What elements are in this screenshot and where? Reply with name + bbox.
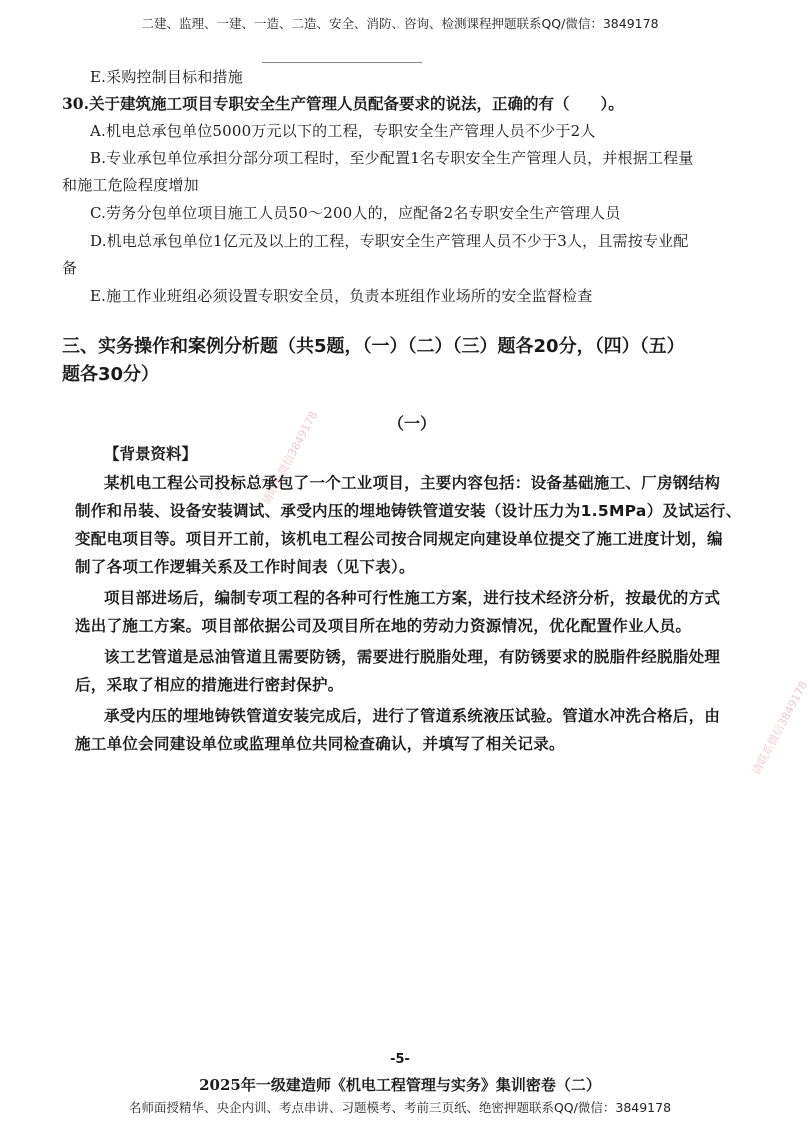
- q30-option-b-cont: 和施工危险程度增加: [62, 176, 199, 194]
- paragraph-4-line-1: 承受内压的埋地铸铁管道安装完成后，进行了管道系统液压试验。管道水冲洗合格后，由: [104, 707, 721, 725]
- paragraph-1-line-3: 变配电项目等。项目开工前，该机电工程公司按合同规定向建设单位提交了施工进度计划，编: [75, 530, 723, 548]
- watermark-stamp: 请联系微信3849178: [749, 679, 811, 778]
- section-title: 三、实务操作和案例分析题（共5题，（一）（二）（三）题各20分，（四）（五）: [62, 336, 685, 357]
- q30-option-d-cont: 备: [62, 259, 78, 277]
- paragraph-1-line-2: 制作和吊装、设备安装调试、承受内压的埋地铸铁管道安装（设计压力为1.5MPa）及试运行、: [75, 502, 742, 520]
- paragraph-1-line-4: 制了各项工作逻辑关系及工作时间表（见下表）。: [75, 558, 415, 576]
- page-number: -5-: [390, 1052, 410, 1067]
- q30-option-c: C.劳务分包单位项目施工人员50～200人的，应配备2名专职安全生产管理人员: [90, 204, 621, 222]
- q30-stem: 30.关于建筑施工项目专职安全生产管理人员配备要求的说法，正确的有（ ）。: [62, 94, 624, 113]
- q29-option-e: E.采购控制目标和措施: [90, 68, 243, 86]
- paragraph-3-line-2: 后，采取了相应的措施进行密封保护。: [75, 676, 344, 694]
- section-title-cont: 题各30分）: [62, 364, 160, 385]
- case-number: （一）: [388, 414, 437, 433]
- paragraph-4-line-2: 施工单位会同建设单位或监理单位共同检查确认，并填写了相关记录。: [75, 735, 565, 753]
- q30-option-d: D.机电总承包单位1亿元及以上的工程，专职安全生产管理人员不少于3人，且需按专业配: [90, 232, 689, 250]
- paragraph-2-line-2: 选出了施工方案。项目部依据公司及项目所在地的劳动力资源情况，优化配置作业人员。: [75, 617, 692, 635]
- paragraph-3-line-1: 该工艺管道是忌油管道且需要防锈，需要进行脱脂处理，有防锈要求的脱脂件经脱脂处理: [104, 648, 721, 666]
- background-label: 【背景资料】: [104, 444, 198, 463]
- paragraph-2-line-1: 项目部进场后，编制专项工程的各种可行性施工方案，进行技术经济分析，按最优的方式: [104, 589, 721, 607]
- watermark-stamp: 请联系微信3849178: [259, 409, 321, 508]
- q30-option-b: B.专业承包单位承担分部分项工程时，至少配置1名专职安全生产管理人员，并根据工程量: [90, 149, 694, 167]
- q30-option-e: E.施工作业班组必须设置专职安全员，负责本班组作业场所的安全监督检查: [90, 287, 593, 305]
- header-banner: 二建、监理、一建、一造、二造、安全、消防、咨询、检测课程押题联系QQ/微信：3849178: [141, 16, 659, 31]
- q30-option-a: A.机电总承包单位5000万元以下的工程，专职安全生产管理人员不少于2人: [90, 122, 596, 140]
- footer-title: 2025年一级建造师《机电工程管理与实务》集训密卷（二）: [199, 1076, 601, 1094]
- paragraph-1-line-1: 某机电工程公司投标总承包了一个工业项目，主要内容包括：设备基础施工、厂房钢结构: [104, 474, 721, 492]
- footer-note: 名师面授精华、央企内训、考点串讲、习题模考、考前三页纸、绝密押题联系QQ/微信：3849178: [128, 1100, 672, 1115]
- header-rule: [262, 62, 422, 63]
